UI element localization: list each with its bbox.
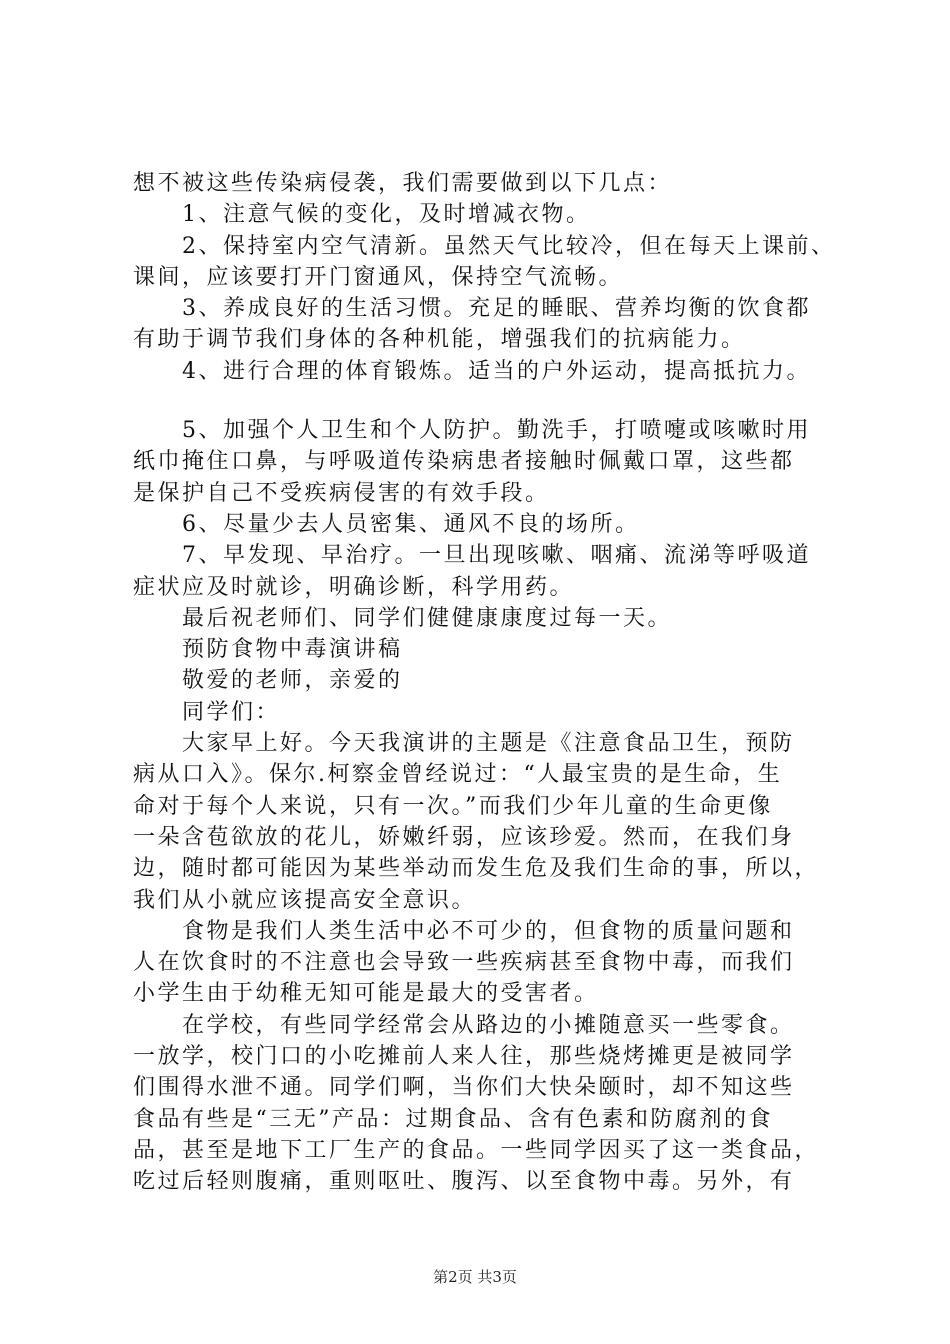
paragraph-gap	[133, 387, 833, 415]
text-line: 3、养成良好的生活习惯。充足的睡眠、营养均衡的饮食都	[133, 296, 811, 322]
text-line: 吃过后轻则腹痛，重则呕吐、腹泻、以至食物中毒。另外，有	[133, 1169, 795, 1195]
text-line: 4、进行合理的体育锻炼。适当的户外运动，提高抵抗力。	[133, 358, 811, 384]
text-line: 有助于调节我们身体的各种机能，增强我们的抗病能力。	[133, 327, 746, 353]
text-line: 大家早上好。今天我演讲的主题是《注意食品卫生，预防	[133, 731, 795, 757]
text-line: 小学生由于幼稚无知可能是最大的受害者。	[133, 981, 599, 1007]
text-block-1	[133, 168, 836, 387]
text-line: 纸巾掩住口鼻，与呼吸道传染病患者接触时佩戴口罩，这些都	[133, 449, 795, 475]
text-line: 在学校，有些同学经常会从路边的小摊随意买一些零食。	[133, 1012, 795, 1038]
text-line: 食物是我们人类生活中必不可少的，但食物的质量问题和	[133, 918, 795, 944]
text-line: 课间，应该要打开门窗通风，保持空气流畅。	[133, 264, 624, 290]
text-line: 命对于每个人来说，只有一次。”而我们少年儿童的生命更像	[133, 793, 773, 819]
text-block-2	[133, 415, 833, 1197]
text-line: 们围得水泄不通。同学们啊，当你们大快朵颐时，却不知这些	[133, 1075, 795, 1101]
document-body	[133, 168, 836, 1198]
text-line: 6、尽量少去人员密集、通风不良的场所。	[133, 511, 640, 537]
text-line: 5、加强个人卫生和个人防护。勤洗手，打喷嚏或咳嗽时用	[133, 418, 811, 444]
text-line: 1、注意气候的变化，及时增减衣物。	[133, 202, 591, 228]
text-line: 边，随时都可能因为某些举动而发生危及我们生命的事，所以，	[133, 856, 820, 882]
text-line: 7、早发现、早治疗。一旦出现咳嗽、咽痛、流涕等呼吸道	[133, 543, 811, 569]
text-line: 病从口入》。保尔.柯察金曾经说过：“人最宝贵的是生命，生	[133, 762, 783, 788]
text-line: 同学们：	[133, 699, 281, 725]
text-line: 最后祝老师们、同学们健健康康度过每一天。	[133, 605, 673, 631]
text-line: 预防食物中毒演讲稿	[133, 637, 403, 663]
text-line: 敬爱的老师，亲爱的	[133, 668, 403, 694]
text-line: 品，甚至是地下工厂生产的食品。一些同学因买了这一类食品，	[133, 1137, 820, 1163]
text-line: 我们从小就应该提高安全意识。	[133, 887, 477, 913]
text-line: 2、保持室内空气清新。虽然天气比较冷，但在每天上课前、	[133, 233, 836, 259]
text-line: 食品有些是“三无”产品：过期食品、含有色素和防腐剂的食	[133, 1106, 773, 1132]
page-footer: 第2页 共3页	[433, 1268, 517, 1286]
text-line: 人在饮食时的不注意也会导致一些疾病甚至食物中毒，而我们	[133, 950, 795, 976]
text-line: 是保护自己不受疾病侵害的有效手段。	[133, 480, 550, 506]
text-line: 一朵含苞欲放的花儿，娇嫩纤弱，应该珍爱。然而，在我们身	[133, 824, 795, 850]
text-line: 一放学，校门口的小吃摊前人来人往，那些烧烤摊更是被同学	[133, 1044, 795, 1070]
text-line: 想不被这些传染病侵袭，我们需要做到以下几点：	[133, 171, 673, 196]
text-line: 症状应及时就诊，明确诊断，科学用药。	[133, 574, 575, 600]
